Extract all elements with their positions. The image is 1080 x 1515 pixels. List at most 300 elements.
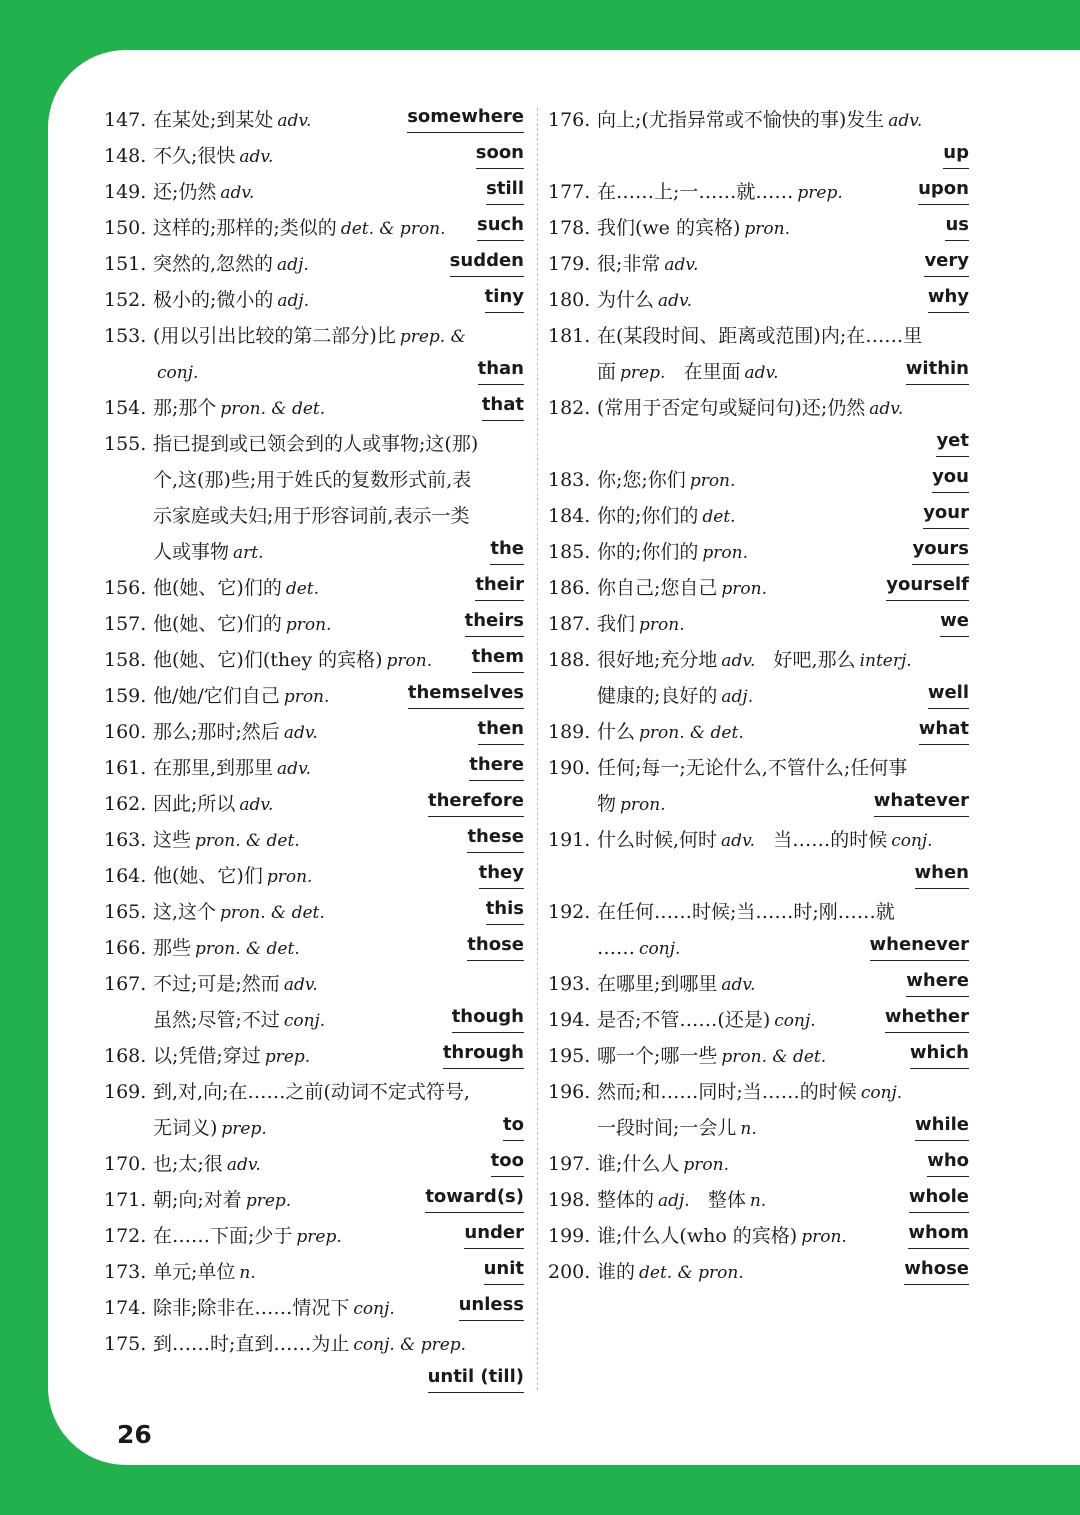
- chinese-definition: [597, 1182, 766, 1219]
- definition-text: 你;您;你们: [597, 469, 686, 491]
- chinese-definition: [153, 642, 432, 679]
- definition-text: 虽然;尽管;不过: [153, 1009, 280, 1031]
- entry-number: 186.: [548, 577, 591, 599]
- part-of-speech: art.: [233, 543, 264, 563]
- english-word: very: [924, 246, 969, 277]
- definition-text: 健康的;良好的: [597, 685, 718, 707]
- entry-line: [104, 750, 524, 786]
- definition-text: 什么时候,何时: [597, 829, 718, 851]
- chinese-definition: [153, 714, 318, 751]
- part-of-speech: adv.: [226, 1155, 261, 1175]
- chinese-definition: [597, 102, 922, 139]
- vocab-entry: [548, 714, 969, 750]
- entry-line: [104, 318, 524, 354]
- chinese-definition: [153, 210, 446, 247]
- vocab-entry: [104, 1074, 524, 1146]
- chinese-definition: [597, 570, 767, 607]
- vocab-entry: [104, 1254, 524, 1290]
- entry-line: [104, 966, 524, 1002]
- chinese-definition: [153, 678, 329, 715]
- part-of-speech-2: n.: [749, 1191, 767, 1211]
- entry-number: 156.: [104, 577, 147, 599]
- entry-number: 194.: [548, 1009, 591, 1031]
- chinese-definition: [597, 678, 753, 715]
- chinese-definition: [153, 1254, 256, 1291]
- entry-line: [548, 930, 969, 966]
- definition-text: 向上;(尤指异常或不愉快的事)发生: [597, 109, 885, 131]
- definition-text: 我们: [597, 613, 636, 635]
- entry-number: 175.: [104, 1333, 147, 1355]
- definition-text: 他(她、它)们(they 的宾格): [153, 649, 383, 671]
- english-word: us: [945, 210, 969, 241]
- entry-line: [104, 138, 524, 174]
- part-of-speech: det. & pron.: [340, 219, 446, 239]
- definition-text: 物: [597, 793, 617, 815]
- entry-number: 149.: [104, 181, 147, 203]
- entry-number: 162.: [104, 793, 147, 815]
- part-of-speech: pron.: [266, 867, 313, 887]
- chinese-definition: [153, 1146, 261, 1183]
- entry-number: 182.: [548, 397, 591, 419]
- left-column: [104, 102, 524, 1398]
- definition-text: 单元;单位: [153, 1261, 236, 1283]
- entry-number: 169.: [104, 1081, 147, 1103]
- chinese-definition: [597, 282, 692, 319]
- english-word: those: [467, 930, 524, 961]
- chinese-definition: [597, 498, 736, 535]
- spacer: [665, 361, 683, 383]
- part-of-speech: pron. & det.: [220, 399, 326, 419]
- entry-line: [104, 822, 524, 858]
- definition-text: 为什么: [597, 289, 655, 311]
- definition-text: 你的;你们的: [597, 541, 699, 563]
- definition-text: 指已提到或已领会到的人或事物;这(那): [153, 433, 479, 455]
- part-of-speech: pron.: [285, 615, 332, 635]
- entry-line: [548, 354, 969, 390]
- entry-number: 185.: [548, 541, 591, 563]
- vocab-entry: [104, 606, 524, 642]
- chinese-definition: [597, 246, 698, 283]
- english-word: there: [469, 750, 524, 781]
- chinese-definition: [597, 534, 748, 571]
- chinese-definition: [153, 1218, 342, 1255]
- english-word: than: [478, 354, 524, 385]
- chinese-definition: [153, 1038, 310, 1075]
- definition-text: (常用于否定句或疑问句)还;仍然: [597, 397, 866, 419]
- vocab-entry: [104, 1182, 524, 1218]
- part-of-speech: det.: [702, 507, 736, 527]
- part-of-speech: pron. & det.: [639, 723, 744, 743]
- chinese-definition: [597, 462, 735, 499]
- vocab-entry: [548, 318, 969, 390]
- part-of-speech: pron.: [283, 687, 330, 707]
- entry-line: [104, 246, 524, 282]
- part-of-speech: pron.: [639, 615, 685, 635]
- definition-text: 他(她、它)们: [153, 865, 263, 887]
- part-of-speech: conj.: [639, 939, 681, 959]
- chinese-definition: [153, 570, 319, 607]
- entry-line: [104, 174, 524, 210]
- definition-text: 不过;可是;然而: [153, 973, 280, 995]
- definition-text: 他/她/它们自己: [153, 685, 280, 707]
- definition-text: 谁的: [597, 1261, 636, 1283]
- entry-line: [104, 894, 524, 930]
- entry-line: [104, 1290, 524, 1326]
- entry-line: [104, 534, 524, 570]
- definition-text: 面: [597, 361, 617, 383]
- vocab-entry: [104, 750, 524, 786]
- entry-number: 174.: [104, 1297, 147, 1319]
- chinese-definition: [597, 318, 922, 354]
- definition-text: 在那里,到那里: [153, 757, 274, 779]
- definition-text-2: 整体: [707, 1189, 746, 1211]
- definition-text: 无词义): [153, 1117, 218, 1139]
- vocab-entry: [548, 210, 969, 246]
- entry-number: 181.: [548, 325, 591, 347]
- vocab-entry: [548, 390, 969, 462]
- part-of-speech: conj.: [283, 1011, 326, 1031]
- chinese-definition: [153, 1110, 267, 1147]
- entry-number: 184.: [548, 505, 591, 527]
- english-word: under: [464, 1218, 524, 1249]
- entry-line: [548, 1074, 969, 1110]
- definition-text: 这样的;那样的;类似的: [153, 217, 337, 239]
- entry-number: 193.: [548, 973, 591, 995]
- definition-text: 在……下面;少于: [153, 1225, 293, 1247]
- part-of-speech: adv.: [658, 291, 693, 311]
- part-of-speech: adv.: [283, 723, 318, 743]
- part-of-speech: adv.: [721, 831, 756, 851]
- chinese-definition: [153, 966, 318, 1003]
- part-of-speech: conj. & prep.: [353, 1335, 467, 1355]
- english-word: unit: [484, 1254, 524, 1285]
- definition-text: 那么;那时;然后: [153, 721, 280, 743]
- entry-number: 172.: [104, 1225, 147, 1247]
- part-of-speech: pron.: [386, 651, 433, 671]
- definition-text: ……: [597, 937, 635, 959]
- english-word: somewhere: [407, 102, 524, 133]
- entry-number: 153.: [104, 325, 147, 347]
- english-word: your: [923, 498, 969, 529]
- entry-line: [104, 1038, 524, 1074]
- vocab-entry: [548, 966, 969, 1002]
- definition-text: 整体的: [597, 1189, 655, 1211]
- entry-line: [104, 1326, 524, 1362]
- part-of-speech: adj.: [277, 255, 309, 275]
- part-of-speech: pron.: [620, 795, 666, 815]
- part-of-speech: adv.: [869, 399, 904, 419]
- vocab-entry: [104, 1038, 524, 1074]
- part-of-speech: prep.: [264, 1047, 311, 1067]
- definition-text: 你的;你们的: [597, 505, 699, 527]
- chinese-definition: [597, 966, 755, 1003]
- entry-line: [548, 102, 969, 138]
- vocab-entry: [548, 282, 969, 318]
- entry-line: [104, 426, 524, 462]
- definition-text: 个,这(那)些;用于姓氏的复数形式前,表: [153, 469, 472, 491]
- definition-text: 因此;所以: [153, 793, 236, 815]
- entry-line: [548, 1002, 969, 1038]
- definition-text: 示家庭或夫妇;用于形容词前,表示一类: [153, 505, 470, 527]
- definition-text: 在任何……时候;当……时;刚……就: [597, 901, 895, 923]
- definition-text: 突然的,忽然的: [153, 253, 274, 275]
- chinese-definition: [153, 1002, 325, 1039]
- chinese-definition: [153, 1326, 466, 1363]
- part-of-speech: conj.: [774, 1011, 816, 1031]
- chinese-definition: [153, 858, 312, 895]
- entry-number: 152.: [104, 289, 147, 311]
- english-word: you: [932, 462, 969, 493]
- english-word: whether: [885, 1002, 969, 1033]
- chinese-definition: [597, 354, 779, 391]
- part-of-speech: adv.: [239, 147, 274, 167]
- vocab-entry: [548, 894, 969, 966]
- entry-line: [104, 1146, 524, 1182]
- english-word: they: [479, 858, 524, 889]
- entry-number: 177.: [548, 181, 591, 203]
- english-word: while: [915, 1110, 969, 1141]
- entry-line: [548, 786, 969, 822]
- definition-text: 很;非常: [597, 253, 661, 275]
- entry-line: [104, 1074, 524, 1110]
- entry-number: 159.: [104, 685, 147, 707]
- part-of-speech: pron.: [702, 543, 749, 563]
- english-word: though: [452, 1002, 524, 1033]
- entry-line: [104, 606, 524, 642]
- part-of-speech: det.: [285, 579, 320, 599]
- vocab-entry: [548, 750, 969, 822]
- vocab-entry: [548, 1254, 969, 1290]
- chinese-definition: [597, 822, 933, 859]
- vocab-entry: [104, 930, 524, 966]
- chinese-definition: [153, 390, 325, 427]
- definition-text: 哪一个;哪一些: [597, 1045, 718, 1067]
- english-word: soon: [476, 138, 524, 169]
- entry-number: 154.: [104, 397, 147, 419]
- chinese-definition: [153, 462, 471, 498]
- chinese-definition: [597, 1038, 826, 1075]
- chinese-definition: [153, 1182, 291, 1219]
- vocab-entry: [104, 102, 524, 138]
- english-word: which: [910, 1038, 969, 1069]
- spacer: [690, 1189, 708, 1211]
- definition-text: 谁;什么人: [597, 1153, 680, 1175]
- english-word: tiny: [485, 282, 524, 313]
- chinese-definition: [153, 534, 264, 571]
- entry-number: 192.: [548, 901, 591, 923]
- definition-text-2: 当……的时候: [773, 829, 888, 851]
- part-of-speech: pron.: [801, 1227, 847, 1247]
- entry-line: [104, 390, 524, 426]
- chinese-definition: [597, 1218, 847, 1255]
- entry-number: 147.: [104, 109, 147, 131]
- entry-line: [104, 786, 524, 822]
- chinese-definition: [153, 930, 300, 967]
- chinese-definition: [597, 1074, 902, 1111]
- part-of-speech: adv.: [239, 795, 274, 815]
- english-word: these: [467, 822, 524, 853]
- entry-line: [104, 1182, 524, 1218]
- entry-number: 167.: [104, 973, 147, 995]
- english-word: until (till): [428, 1362, 524, 1393]
- english-word: therefore: [428, 786, 524, 817]
- entry-line: [548, 498, 969, 534]
- entry-number: 170.: [104, 1153, 147, 1175]
- definition-text: 还;仍然: [153, 181, 217, 203]
- entry-number: 164.: [104, 865, 147, 887]
- entry-line: [548, 858, 969, 894]
- entry-number: 163.: [104, 829, 147, 851]
- entry-line: [104, 282, 524, 318]
- entry-line: [548, 678, 969, 714]
- english-word: whatever: [874, 786, 969, 817]
- part-of-speech: prep.: [620, 363, 666, 383]
- entry-number: 187.: [548, 613, 591, 635]
- entry-line: [104, 210, 524, 246]
- part-of-speech: conj.: [157, 363, 199, 383]
- english-word: who: [927, 1146, 969, 1177]
- english-word: why: [928, 282, 969, 313]
- vocab-entry: [548, 246, 969, 282]
- entry-line: [548, 1254, 969, 1290]
- entry-number: 150.: [104, 217, 147, 239]
- part-of-speech: pron. & det.: [220, 903, 325, 923]
- chinese-definition: [597, 750, 907, 786]
- entry-line: [104, 1362, 524, 1398]
- part-of-speech: adv.: [283, 975, 318, 995]
- definition-text: 任何;每一;无论什么,不管什么;任何事: [597, 757, 908, 779]
- entry-number: 168.: [104, 1045, 147, 1067]
- english-word: themselves: [408, 678, 524, 709]
- vocab-entry: [548, 822, 969, 894]
- entry-line: [548, 750, 969, 786]
- vocab-entry: [548, 462, 969, 498]
- vocab-entry: [548, 570, 969, 606]
- vocab-entry: [548, 534, 969, 570]
- vocab-entry: [548, 102, 969, 174]
- entry-line: [548, 1182, 969, 1218]
- entry-line: [104, 1218, 524, 1254]
- right-column: [548, 102, 969, 1290]
- english-word: whom: [908, 1218, 969, 1249]
- part-of-speech: conj.: [353, 1299, 395, 1319]
- vocab-entry: [548, 642, 969, 714]
- entry-line: [104, 1254, 524, 1290]
- entry-number: 196.: [548, 1081, 591, 1103]
- vocab-entry: [104, 858, 524, 894]
- vocab-entry: [104, 678, 524, 714]
- chinese-definition: [597, 174, 843, 211]
- part-of-speech-2: adv.: [744, 363, 779, 383]
- part-of-speech: det. & pron.: [639, 1263, 744, 1283]
- english-word: up: [943, 138, 969, 169]
- vocab-entry: [548, 1074, 969, 1146]
- chinese-definition: [597, 1110, 757, 1147]
- vocab-entry: [548, 1002, 969, 1038]
- definition-text: 一段时间;一会儿: [597, 1117, 737, 1139]
- definition-text: 在哪里;到哪里: [597, 973, 718, 995]
- entry-line: [104, 570, 524, 606]
- part-of-speech: adv.: [721, 975, 756, 995]
- entry-line: [548, 1038, 969, 1074]
- english-word: too: [491, 1146, 524, 1177]
- part-of-speech: prep. &: [399, 327, 466, 347]
- entry-number: 157.: [104, 613, 147, 635]
- definition-text: 以;凭借;穿过: [153, 1045, 261, 1067]
- vocab-entry: [104, 174, 524, 210]
- english-word: such: [477, 210, 524, 241]
- vocab-entry: [104, 570, 524, 606]
- chinese-definition: [597, 1254, 744, 1291]
- part-of-speech: prep.: [221, 1119, 267, 1139]
- entry-number: 173.: [104, 1261, 147, 1283]
- english-word: through: [443, 1038, 524, 1069]
- definition-text: 是否;不管……(还是): [597, 1009, 771, 1031]
- chinese-definition: [597, 930, 680, 967]
- vocab-entry: [548, 1038, 969, 1074]
- chinese-definition: [153, 102, 311, 139]
- chinese-definition: [153, 354, 198, 391]
- definition-text: 在某处;到某处: [153, 109, 274, 131]
- definition-text: 也;太;很: [153, 1153, 223, 1175]
- definition-text: 除非;除非在……情况下: [153, 1297, 350, 1319]
- chinese-definition: [597, 894, 895, 930]
- entry-number: 191.: [548, 829, 591, 851]
- part-of-speech: adj.: [721, 687, 754, 707]
- entry-line: [548, 642, 969, 678]
- definition-text: 你自己;您自己: [597, 577, 718, 599]
- vocab-entry: [104, 966, 524, 1038]
- entry-line: [548, 966, 969, 1002]
- chinese-definition: [597, 786, 666, 823]
- entry-line: [548, 246, 969, 282]
- part-of-speech: prep.: [296, 1227, 342, 1247]
- part-of-speech: pron.: [744, 219, 790, 239]
- vocab-entry: [104, 1218, 524, 1254]
- vocab-entry: [104, 894, 524, 930]
- entry-line: [548, 714, 969, 750]
- vocab-entry: [104, 138, 524, 174]
- entry-number: 151.: [104, 253, 147, 275]
- english-word: yours: [912, 534, 969, 565]
- entry-line: [548, 210, 969, 246]
- definition-text: 这些: [153, 829, 192, 851]
- part-of-speech: adv.: [664, 255, 699, 275]
- part-of-speech: n.: [239, 1263, 256, 1283]
- english-word: to: [503, 1110, 524, 1141]
- chinese-definition: [153, 498, 469, 534]
- english-word: whole: [909, 1182, 969, 1213]
- english-word: sudden: [450, 246, 524, 277]
- entry-line: [548, 318, 969, 354]
- part-of-speech: pron. & det.: [721, 1047, 827, 1067]
- chinese-definition: [153, 174, 254, 211]
- english-word: toward(s): [425, 1182, 524, 1213]
- entry-line: [104, 354, 524, 390]
- entry-line: [548, 462, 969, 498]
- chinese-definition: [153, 1074, 470, 1110]
- vocab-entry: [548, 1146, 969, 1182]
- entry-line: [104, 642, 524, 678]
- definition-text: 那;那个: [153, 397, 217, 419]
- entry-line: [104, 930, 524, 966]
- vocab-entry: [104, 390, 524, 426]
- english-word: upon: [918, 174, 969, 205]
- entry-line: [548, 894, 969, 930]
- part-of-speech: n.: [740, 1119, 757, 1139]
- vocab-entry: [104, 1146, 524, 1182]
- english-word: well: [928, 678, 969, 709]
